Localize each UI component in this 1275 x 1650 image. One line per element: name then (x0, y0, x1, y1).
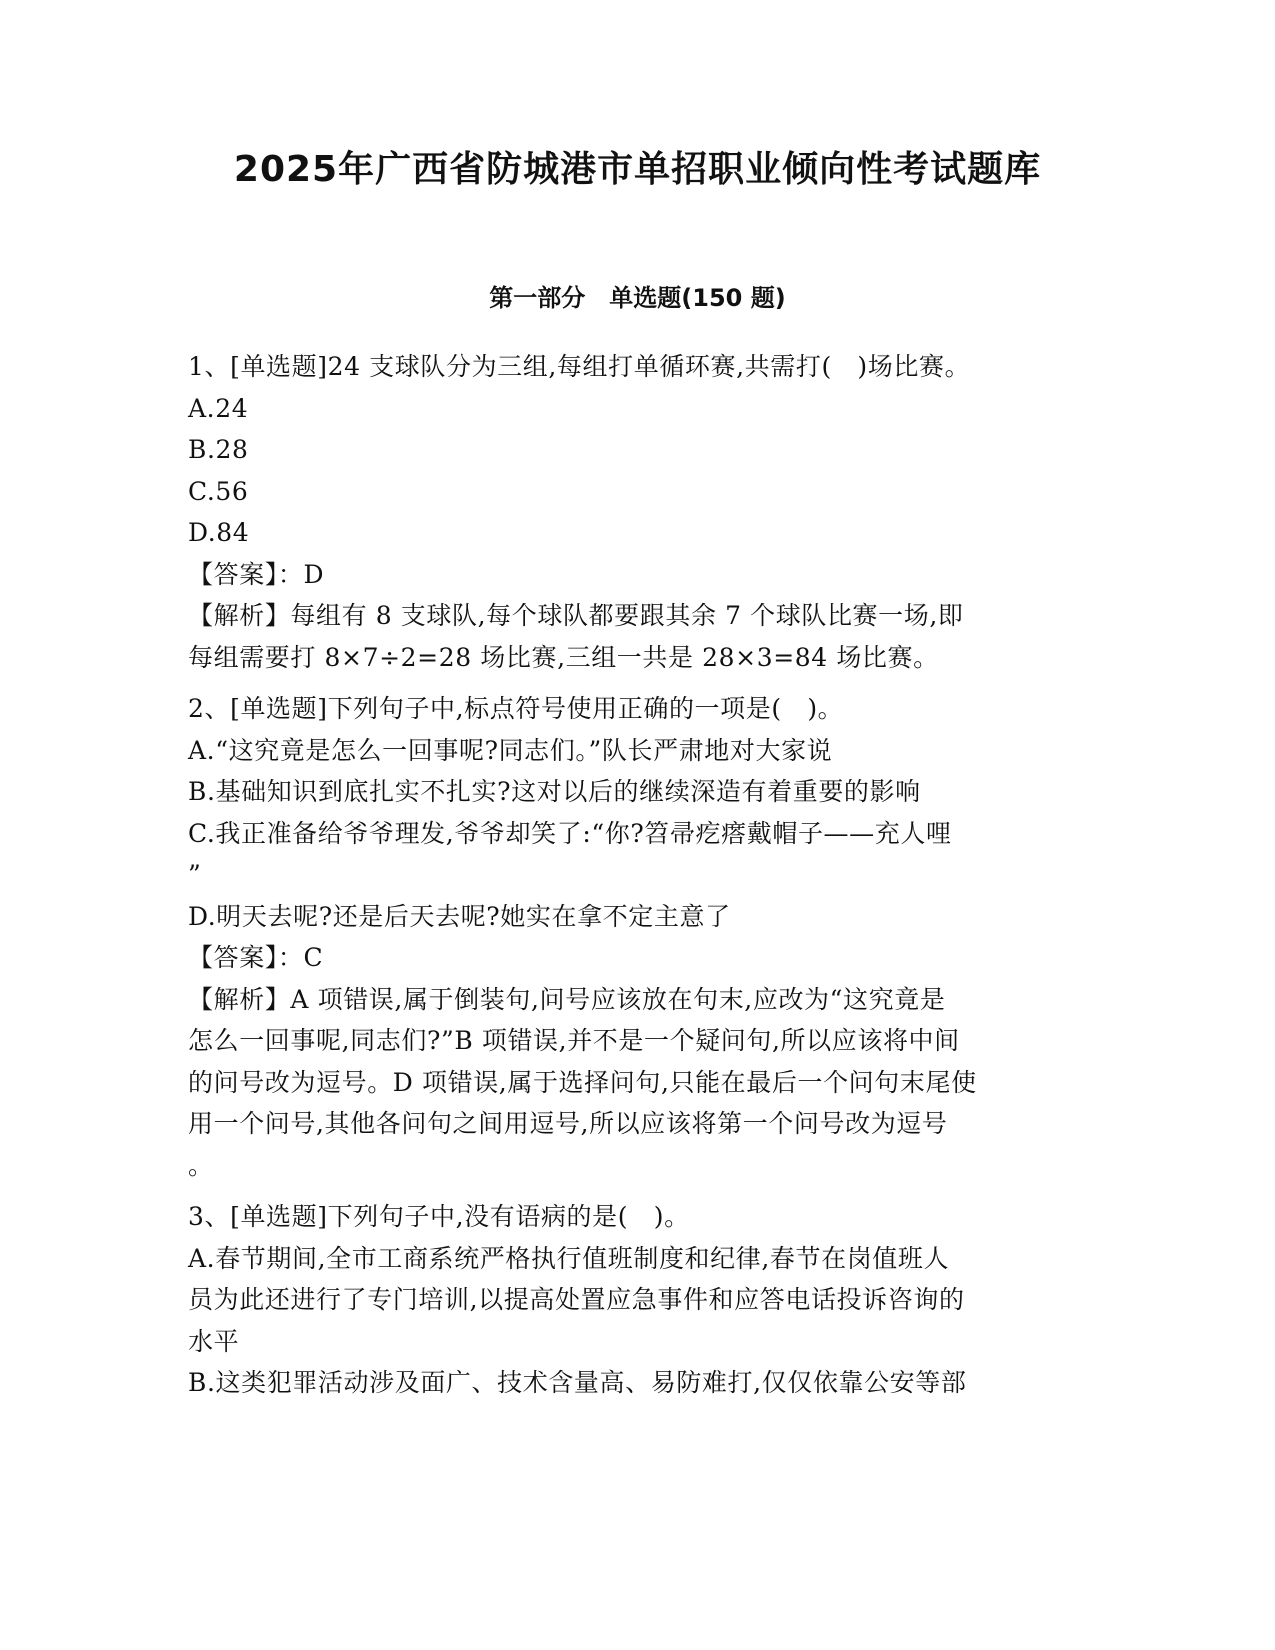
document-title: 2025年广西省防城港市单招职业倾向性考试题库 (233, 149, 1042, 190)
analysis-line: 每组需要打 8×7÷2=28 场比赛,三组一共是 28×3=84 场比赛。 (188, 642, 939, 672)
questions-body (188, 346, 1088, 1404)
analysis-line: 怎么一回事呢,同志们?”B 项错误,并不是一个疑问句,所以应该将中间 (188, 1026, 960, 1055)
question-2 (188, 688, 1088, 1186)
option-c: C.我正准备给爷爷理发,爷爷却笑了:“你?笤帚疙瘩戴帽子——充人哩 (188, 818, 952, 848)
option-a: A.24 (188, 393, 249, 423)
analysis-line: 的问号改为逗号。D 项错误,属于选择问句,只能在最后一个问句末尾使 (188, 1067, 977, 1097)
section-title: 第一部分 单选题(150 题) (489, 284, 786, 312)
question-1 (188, 346, 1088, 678)
option-b: B.这类犯罪活动涉及面广、技术含量高、易防难打,仅仅依靠公安等部 (188, 1368, 967, 1397)
option-a: A.春节期间,全市工商系统严格执行值班制度和纪律,春节在岗值班人 (188, 1243, 950, 1273)
option-d: D.明天去呢?还是后天去呢?她实在拿不定主意了 (188, 901, 731, 931)
answer: 【答案】：C (188, 943, 324, 972)
analysis-line: 【解析】每组有 8 支球队,每个球队都要跟其余 7 个球队比赛一场,即 (188, 601, 964, 630)
option-a-continued: 水平 (188, 1326, 240, 1356)
question-stem: 2、[单选题]下列句子中,标点符号使用正确的一项是( )。 (188, 694, 844, 723)
option-a-continued: 员为此还进行了专门培训,以提高处置应急事件和应答电话投诉咨询的 (188, 1285, 965, 1314)
question-gap (188, 1186, 1088, 1196)
question-stem: 1、[单选题]24 支球队分为三组,每组打单循环赛,共需打( )场比赛。 (188, 352, 971, 381)
analysis-line: 用一个问号,其他各问句之间用逗号,所以应该将第一个问号改为逗号 (188, 1109, 948, 1138)
option-b: B.28 (188, 435, 249, 464)
analysis-line: 。 (188, 1150, 214, 1180)
option-d: D.84 (188, 518, 250, 547)
question-gap (188, 678, 1088, 688)
option-c-continued: ” (188, 860, 202, 889)
option-b: B.基础知识到底扎实不扎实?这对以后的继续深造有着重要的影响 (188, 777, 921, 806)
option-c: C.56 (188, 476, 249, 506)
option-a: A.“这究竟是怎么一回事呢?同志们。”队长严肃地对大家说 (188, 735, 833, 765)
question-stem: 3、[单选题]下列句子中,没有语病的是( )。 (188, 1202, 690, 1231)
answer: 【答案】：D (188, 559, 325, 589)
analysis-line: 【解析】A 项错误,属于倒装句,问号应该放在句末,应改为“这究竟是 (188, 984, 946, 1014)
question-3 (188, 1196, 1088, 1404)
